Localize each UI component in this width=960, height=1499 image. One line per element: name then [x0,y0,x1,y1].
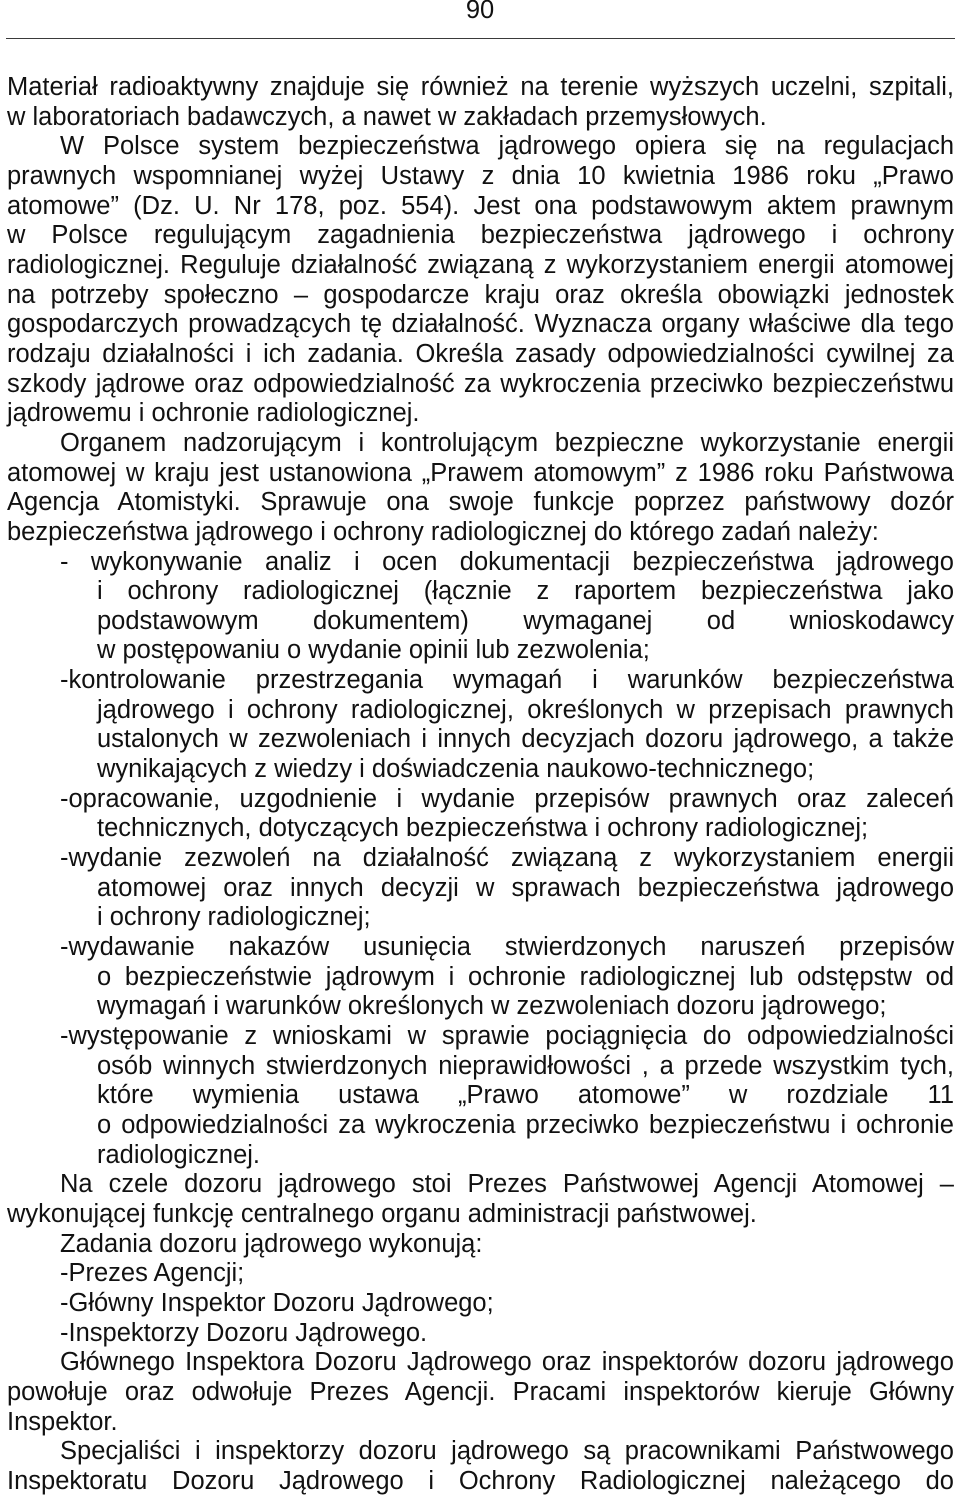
text-line: atomowej w kraju jest ustanowiona „Prawem atomowym” z 1986 roku Państwowa [7,458,954,487]
page-body [7,73,954,1497]
text-line: Materiał radioaktywny znajduje się również na terenie wyższych uczelni, szpitali, [7,73,954,101]
text-line: W Polsce system bezpieczeństwa jądrowego opiera się na regulacjach [60,132,954,161]
header-rule [6,38,955,39]
text-line: radiologicznej. Reguluje działalność związaną z wykorzystaniem energii atomowej [7,250,954,279]
text-line: o bezpieczeństwie jądrowym i ochronie radiologicznej lub odstępstw od [97,962,954,991]
list-item: -Główny Inspektor Dozoru Jądrowego; [60,1288,494,1317]
text-line: Inspektoratu Dozoru Jądrowego i Ochrony Radiologicznej należącego do [7,1466,954,1495]
text-line: o odpowiedzialności za wykroczenia przeciwko bezpieczeństwu i ochronie [97,1110,954,1139]
text-line: technicznych, dotyczących bezpieczeństwa i ochrony radiologicznej; [97,814,869,843]
text-line: jądrowemu i ochronie radiologicznej. [7,399,420,428]
page-number: 90 [465,0,495,24]
list-item: -Inspektorzy Dozoru Jądrowego. [60,1318,428,1347]
text-line: w laboratoriach badawczych, a nawet w zakładach przemysłowych. [7,102,767,131]
text-line: wykonującej funkcję centralnego organu administracji państwowej. [7,1199,757,1228]
text-line: -występowanie z wnioskami w sprawie pociągnięcia do odpowiedzialności [60,1022,954,1050]
paragraph-intro [7,73,954,132]
list-item [7,844,954,933]
text-line: -wydanie zezwoleń na działalność związaną z wykorzystaniem energii [60,844,954,873]
list-item [7,548,954,667]
list-item [7,1022,954,1170]
text-line: w postępowaniu o wydanie opinii lub zezwolenia; [97,636,650,665]
text-line: gospodarczych prowadzących tę działalność. Wyznacza organy właściwe dla tego [7,310,954,339]
text-line: ustalonych w zezwoleniach i innych decyzjach dozoru jądrowego, a także [97,725,954,754]
list-intro: Zadania dozoru jądrowego wykonują: [60,1229,483,1258]
text-line: radiologicznej. [97,1140,261,1169]
text-line: powołuje oraz odwołuje Prezes Agencji. Pracami inspektorów kieruje Główny [7,1377,954,1406]
text-line: które wymienia ustawa „Prawo atomowe” w rozdziale 11 [97,1081,954,1110]
text-line: atomowe” (Dz. U. Nr 178, poz. 554). Jest ona podstawowym aktem prawnym [7,191,954,220]
paragraph-staff [7,1437,954,1496]
text-line: Na czele dozoru jądrowego stoi Prezes Państwowej Agencji Atomowej – [60,1170,954,1199]
text-line: Agencja Atomistyki. Sprawuje ona swoje funkcje poprzez państwowy dozór [7,488,954,517]
text-line: prawnych wspomnianej wyżej Ustawy z dnia 10 kwietnia 1986 roku „Prawo [7,161,954,190]
paragraph-head [7,1170,954,1229]
performers-list [7,1230,954,1349]
text-line: podstawowym dokumentem) wymaganej od wnioskodawcy [97,606,954,635]
list-item [7,785,954,844]
text-line: atomowej oraz innych decyzji w sprawach bezpieczeństwa jądrowego [97,873,954,902]
text-line: Specjaliści i inspektorzy dozoru jądrowego są pracownikami Państwowego [60,1437,954,1466]
duties-list [7,548,954,1171]
text-line: jądrowego i ochrony radiologicznej, określonych w przepisach prawnych [97,695,954,724]
list-item [7,933,954,1022]
paragraph-appointment [7,1348,954,1437]
text-line: bezpieczeństwa jądrowego i ochrony radiologicznej do którego zadań należy: [7,517,879,546]
text-line: wymagań i warunków określonych w zezwoleniach dozoru jądrowego; [97,992,887,1021]
text-line: szkody jądrowe oraz odpowiedzialność za wykroczenia przeciwko bezpieczeństwu [7,369,954,398]
text-line: i ochrony radiologicznej; [97,903,371,932]
text-line: -kontrolowanie przestrzegania wymagań i warunków bezpieczeństwa [60,666,954,695]
paragraph-legal-basis [7,132,954,429]
text-line: Głównego Inspektora Dozoru Jądrowego oraz inspektorów dozoru jądrowego [60,1348,954,1377]
text-line: w Polsce regulującym zagadnienia bezpieczeństwa jądrowego i ochrony [7,221,954,250]
text-line: osób winnych stwierdzonych nieprawidłowości , a przede wszystkim tych, [97,1051,954,1080]
text-line: i ochrony radiologicznej (łącznie z raportem bezpieczeństwa jako [97,577,954,606]
text-line: Inspektor. [7,1407,118,1436]
text-line: -opracowanie, uzgodnienie i wydanie przepisów prawnych oraz zaleceń [60,784,954,813]
text-line: -wydawanie nakazów usunięcia stwierdzonych naruszeń przepisów [60,933,954,962]
text-line: wynikających z wiedzy i doświadczenia naukowo-technicznego; [97,755,815,784]
text-line: Organem nadzorującym i kontrolującym bezpieczne wykorzystanie energii [60,428,954,457]
text-line: - wykonywanie analiz i ocen dokumentacji bezpieczeństwa jądrowego [60,547,954,576]
list-item [7,666,954,785]
list-item: -Prezes Agencji; [60,1259,245,1288]
text-line: rodzaju działalności i ich zadania. Określa zasady odpowiedzialności cywilnej za [7,339,954,368]
paragraph-supervisory-body [7,429,954,548]
text-line: na potrzeby społeczno – gospodarcze kraju oraz określa obowiązki jednostek [7,280,954,309]
